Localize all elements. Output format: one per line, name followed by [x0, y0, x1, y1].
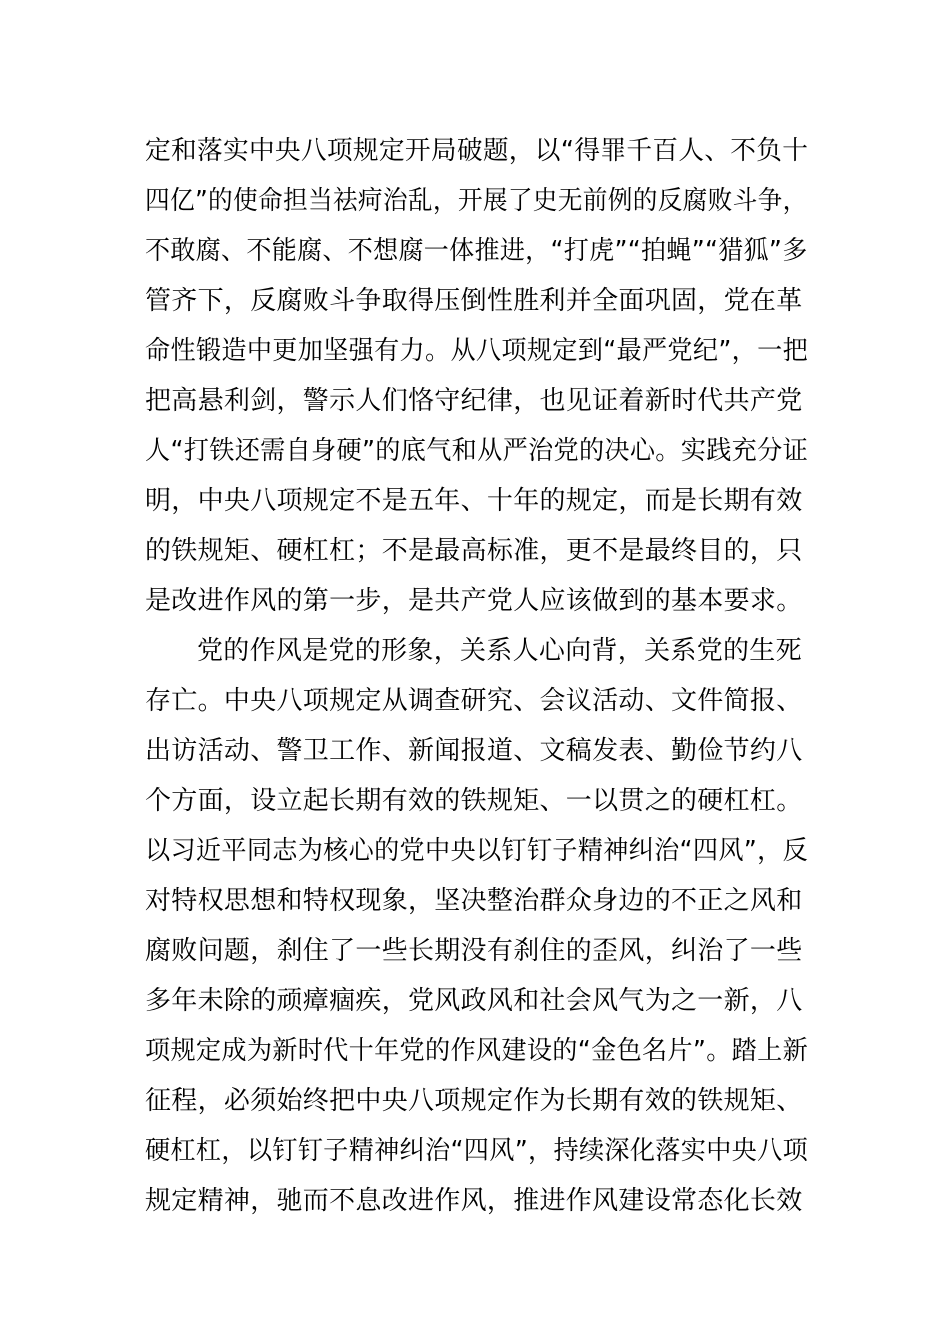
text-line: 的铁规矩、硬杠杠；不是最高标准，更不是最终目的，只	[145, 536, 803, 566]
text-line: 出访活动、警卫工作、新闻报道、文稿发表、勤俭节约八	[145, 736, 803, 766]
text-line: 个方面，设立起长期有效的铁规矩、一以贯之的硬杠杠。	[145, 786, 803, 816]
text-line: 存亡。中央八项规定从调查研究、会议活动、文件简报、	[145, 686, 803, 716]
paragraph-first-line: 党的作风是党的形象，关系人心向背，关系党的生死	[197, 636, 802, 666]
text-line: 命性锻造中更加坚强有力。从八项规定到“最严党纪”，一把	[145, 336, 809, 366]
text-line: 对特权思想和特权现象，坚决整治群众身边的不正之风和	[145, 886, 803, 916]
text-line: 规定精神，驰而不息改进作风，推进作风建设常态化长效	[145, 1186, 803, 1216]
text-line: 硬杠杠，以钉钉子精神纠治“四风”，持续深化落实中央八项	[145, 1136, 809, 1166]
text-line: 把高悬利剑，警示人们恪守纪律，也见证着新时代共产党	[145, 386, 803, 416]
text-line: 项规定成为新时代十年党的作风建设的“金色名片”。踏上新	[145, 1036, 809, 1066]
text-line: 定和落实中央八项规定开局破题，以“得罪千百人、不负十	[145, 136, 809, 166]
text-line: 四亿”的使命担当祛疴治乱，开展了史无前例的反腐败斗争，	[145, 186, 808, 216]
text-line: 不敢腐、不能腐、不想腐一体推进，“打虎”“拍蝇”“猎狐”多	[145, 236, 808, 266]
text-line: 多年未除的顽瘴痼疾，党风政风和社会风气为之一新，八	[145, 986, 803, 1016]
text-line: 人“打铁还需自身硬”的底气和从严治党的决心。实践充分证	[145, 436, 809, 466]
text-line: 管齐下，反腐败斗争取得压倒性胜利并全面巩固，党在革	[145, 286, 803, 316]
text-line: 是改进作风的第一步，是共产党人应该做到的基本要求。	[145, 586, 803, 616]
text-line: 征程，必须始终把中央八项规定作为长期有效的铁规矩、	[145, 1086, 803, 1116]
text-line: 明，中央八项规定不是五年、十年的规定，而是长期有效	[145, 486, 803, 516]
text-line: 以习近平同志为核心的党中央以钉钉子精神纠治“四风”，反	[145, 836, 809, 866]
text-line: 腐败问题，刹住了一些长期没有刹住的歪风，纠治了一些	[145, 936, 803, 966]
